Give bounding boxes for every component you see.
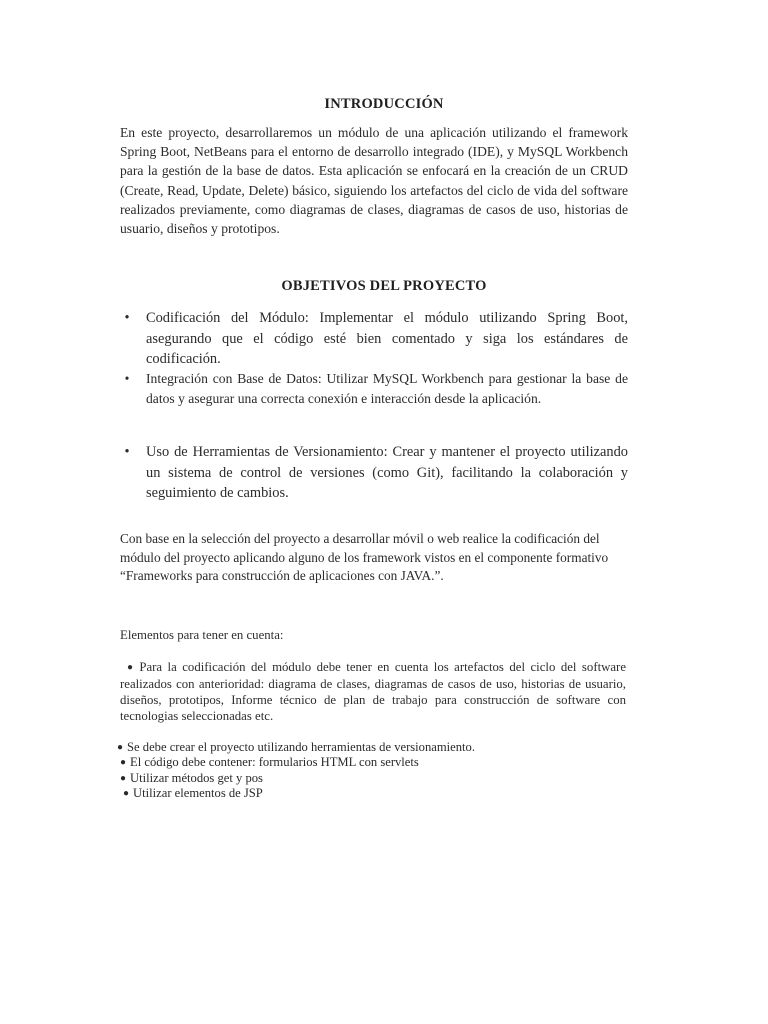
elements-item <box>123 786 263 802</box>
bullet-icon: ● <box>127 662 136 673</box>
objective-text: Uso de Herramientas de Versionamiento: Crear y mantener el proyecto utilizando un sistema de control de versiones (como Git), facilitando la colaboración y seguimiento de cambios. <box>146 444 628 501</box>
elements-first-item <box>120 659 626 724</box>
bullet-icon: ● <box>123 788 130 799</box>
intro-paragraph: En este proyecto, desarrollaremos un módulo de una aplicación utilizando el framework Spring Boot, NetBeans para el entorno de desarrollo integrado (IDE), y MySQL Workbench para la gestión de la base de datos. Esta aplicación se enfocará en la creación de un CRUD (Create, Read, Update, Delete) básico, siguiendo los artefactos del ciclo de vida del software realizados previamente, como diagramas de clases, diagramas de casos de uso, historias de usuario, diseños y prototipos. <box>120 125 628 237</box>
bullet-icon: ● <box>117 742 124 753</box>
bullet-icon: • <box>124 444 130 460</box>
objective-item <box>122 308 628 367</box>
bullet-icon: ● <box>120 757 127 768</box>
elements-item-text: El código debe contener: formularios HTML con servlets <box>130 755 419 769</box>
bullet-icon: • <box>124 371 130 386</box>
objective-item <box>122 442 628 506</box>
elements-item-text: Se debe crear el proyecto utilizando herramientas de versionamiento. <box>127 740 475 754</box>
objective-text: Codificación del Módulo: Implementar el módulo utilizando Spring Boot, asegurando que el código esté bien comentado y siga los estándares de codificación. <box>146 310 628 367</box>
objectives-heading: OBJETIVOS DEL PROYECTO <box>281 278 487 294</box>
elements-item-text: Utilizar métodos get y pos <box>130 771 263 785</box>
instructions-paragraph: Con base en la selección del proyecto a desarrollar móvil o web realice la codificación del módulo del proyecto aplicando alguno de los framework vistos en el componente formativo “Frameworks para construcción de aplicaciones con JAVA.”. <box>120 531 609 583</box>
bullet-icon: • <box>124 310 130 326</box>
elements-item <box>120 771 263 787</box>
objective-item <box>122 369 628 413</box>
objective-text: Integración con Base de Datos: Utilizar MySQL Workbench para gestionar la base de datos y asegurar una correcta conexión e interacción desde la aplicación. <box>146 371 628 406</box>
elements-item <box>117 740 475 756</box>
intro-heading: INTRODUCCIÓN <box>324 96 444 112</box>
elements-item-text: Utilizar elementos de JSP <box>133 786 263 800</box>
elements-first-text: Para la codificación del módulo debe tener en cuenta los artefactos del ciclo del software realizados con anterioridad: diagrama de clases, diagramas de casos de uso, historias de usuario, diseños, prototipos, Informe técnico de plan de trabajo para construcción de software con tecnologias seleccionadas etc. <box>120 660 626 723</box>
bullet-icon: ● <box>120 773 127 784</box>
elements-item <box>120 755 419 771</box>
elements-heading: Elementos para tener en cuenta: <box>120 628 284 642</box>
